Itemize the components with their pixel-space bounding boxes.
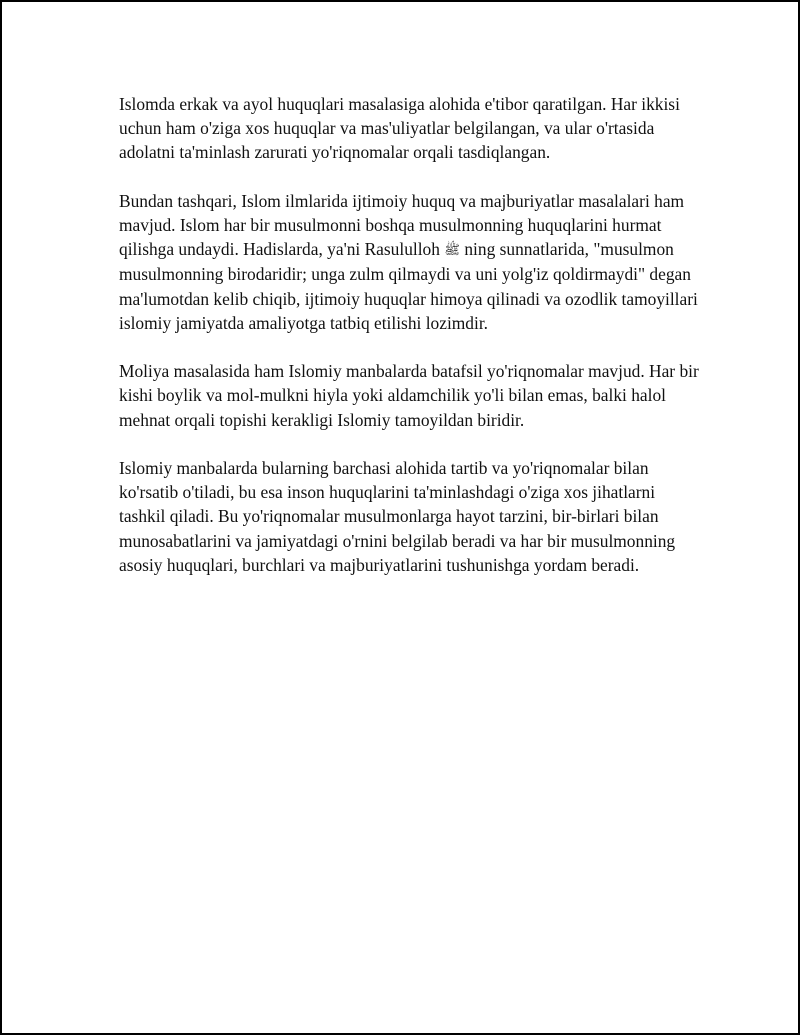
paragraph-social-rights-text-before: Bundan tashqari, Islom ilmlarida ijtimoiy huquq va majburiyatlar masalalari ham mavjud. Islom har bir musulmonni boshqa musulmonning huquqlarini hurmat qilishga undaydi. Hadislarda, ya'ni Rasululloh (119, 190, 685, 260)
paragraph-women-men-rights: Islomda erkak va ayol huquqlari masalasiga alohida e'tibor qaratilgan. Har ikkisi uchun ham o'ziga xos huquqlar va mas'uliyatlar belgilangan, va ular o'rtasida adolatni ta'minlash zarurati yo'riqnomalar orqali tasdiqlangan. (119, 94, 680, 163)
paragraph-conclusion: Islomiy manbalarda bularning barchasi alohida tartib va yo'riqnomalar bilan ko'rsatib o'tiladi, bu esa inson huquqlarini ta'minlashdagi o'ziga xos jihatlarni tashkil qiladi. Bu yo'riqnomalar musulmonlarga hayot tarzini, bir-birlari bilan munosabatlarini va jamiyatdagi o'rnini belgilab beradi va har bir musulmonning asosiy huquqlari, burchlari va majburiyatlarini tushunishga yordam beradi. (119, 458, 676, 575)
document-body (119, 92, 704, 601)
salawat-symbol-icon: ﷺ (444, 242, 461, 258)
paragraph-social-rights (119, 189, 704, 335)
paragraph-finance: Moliya masalasida ham Islomiy manbalarda batafsil yo'riqnomalar mavjud. Har bir kishi boylik va mol-mulkni hiyla yoki aldamchilik yo'li bilan emas, balki halol mehnat orqali topishi kerakligi Islomiy tamoyildan biridir. (119, 361, 699, 430)
paragraph-social-rights-text-after: ning sunnatlarida, "musulmon musulmonning birodaridir; unga zulm qilmaydi va uni yolg'iz qoldirmaydi" degan ma'lumotdan kelib chiqib, ijtimoiy huquqlar himoya qilinadi va ozodlik tamoyillari islomiy jamiyatda amaliyotga tatbiq etilishi lozimdir. (119, 239, 698, 333)
